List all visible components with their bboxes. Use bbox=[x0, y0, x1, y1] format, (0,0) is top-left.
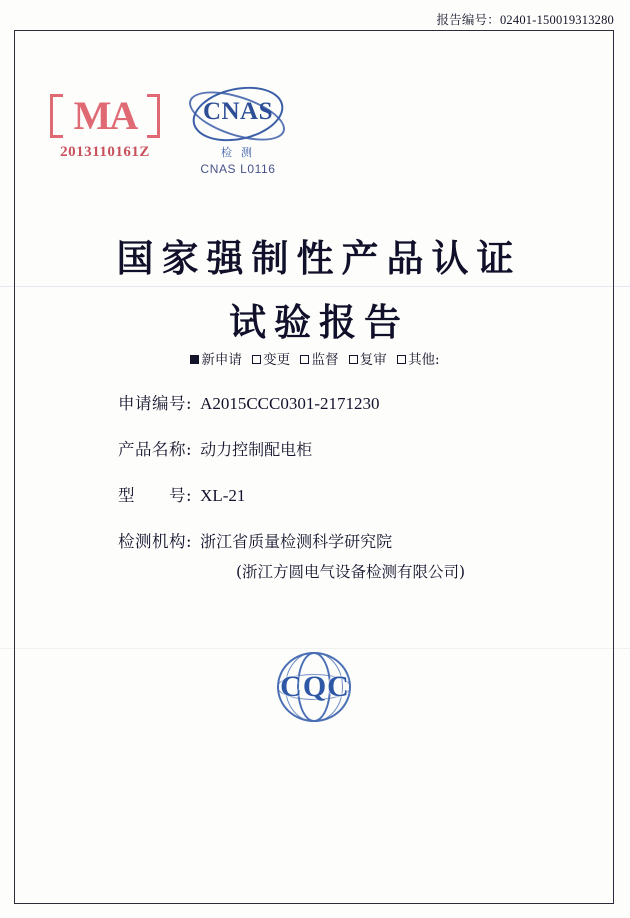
checkbox-label-other: 其他: bbox=[408, 352, 440, 368]
cma-letters: MA bbox=[73, 93, 137, 138]
field-label-application-number: 申请编号: bbox=[118, 394, 193, 413]
field-label-model: 型 号: bbox=[118, 486, 193, 505]
scan-artifact-line bbox=[0, 286, 630, 287]
checkbox-option-other[interactable] bbox=[397, 348, 440, 368]
checkbox-icon-new[interactable] bbox=[190, 355, 199, 364]
checkbox-icon-change[interactable] bbox=[252, 355, 261, 364]
report-number-value: 02401-150019313280 bbox=[499, 13, 614, 27]
checkbox-option-change[interactable] bbox=[252, 348, 290, 368]
field-row-application-number bbox=[0, 390, 630, 414]
cma-code: 2013110161Z bbox=[60, 144, 150, 160]
field-value-testing-organization-secondary: (浙江方圆电气设备检测有限公司) bbox=[236, 563, 466, 581]
checkbox-option-supervision[interactable] bbox=[300, 348, 338, 368]
application-type-row bbox=[0, 348, 630, 368]
checkbox-label-change: 变更 bbox=[263, 352, 291, 368]
document-title-line-1: 国家强制性产品认证 bbox=[116, 236, 522, 280]
cnas-oval-icon bbox=[186, 84, 290, 146]
cnas-logo bbox=[178, 84, 298, 176]
field-label-product-name: 产品名称: bbox=[118, 440, 193, 459]
checkbox-icon-review[interactable] bbox=[349, 355, 358, 364]
cma-logo bbox=[40, 92, 170, 161]
cqc-logo bbox=[265, 650, 365, 724]
cnas-id: CNAS L0116 bbox=[200, 162, 276, 176]
cnas-letters: CNAS bbox=[202, 98, 274, 125]
checkbox-icon-supervision[interactable] bbox=[300, 355, 309, 364]
report-number bbox=[436, 10, 614, 28]
checkbox-label-new: 新申请 bbox=[201, 352, 242, 368]
checkbox-icon-other[interactable] bbox=[397, 355, 406, 364]
cqc-letters: CQC bbox=[280, 670, 350, 703]
checkbox-label-supervision: 监督 bbox=[311, 352, 339, 368]
checkbox-option-review[interactable] bbox=[349, 348, 387, 368]
field-list bbox=[0, 390, 630, 602]
checkbox-option-new[interactable] bbox=[190, 348, 242, 368]
field-label-testing-organization: 检测机构: bbox=[118, 532, 193, 551]
cma-mark-icon bbox=[49, 92, 161, 140]
field-row-testing-organization bbox=[0, 528, 630, 552]
field-row-product-name bbox=[0, 436, 630, 460]
field-row-model bbox=[0, 482, 630, 506]
field-value-model: XL-21 bbox=[200, 486, 246, 505]
checkbox-label-review: 复审 bbox=[359, 352, 387, 368]
scan-artifact-line-2 bbox=[0, 648, 630, 649]
document-title-line-2: 试验报告 bbox=[229, 300, 409, 344]
field-value-product-name: 动力控制配电柜 bbox=[200, 440, 313, 459]
report-number-label: 报告编号： bbox=[436, 13, 500, 27]
field-value-application-number: A2015CCC0301-2171230 bbox=[200, 394, 380, 413]
field-value-testing-organization: 浙江省质量检测科学研究院 bbox=[200, 532, 393, 551]
cnas-subtitle: 检 测 bbox=[220, 147, 256, 159]
